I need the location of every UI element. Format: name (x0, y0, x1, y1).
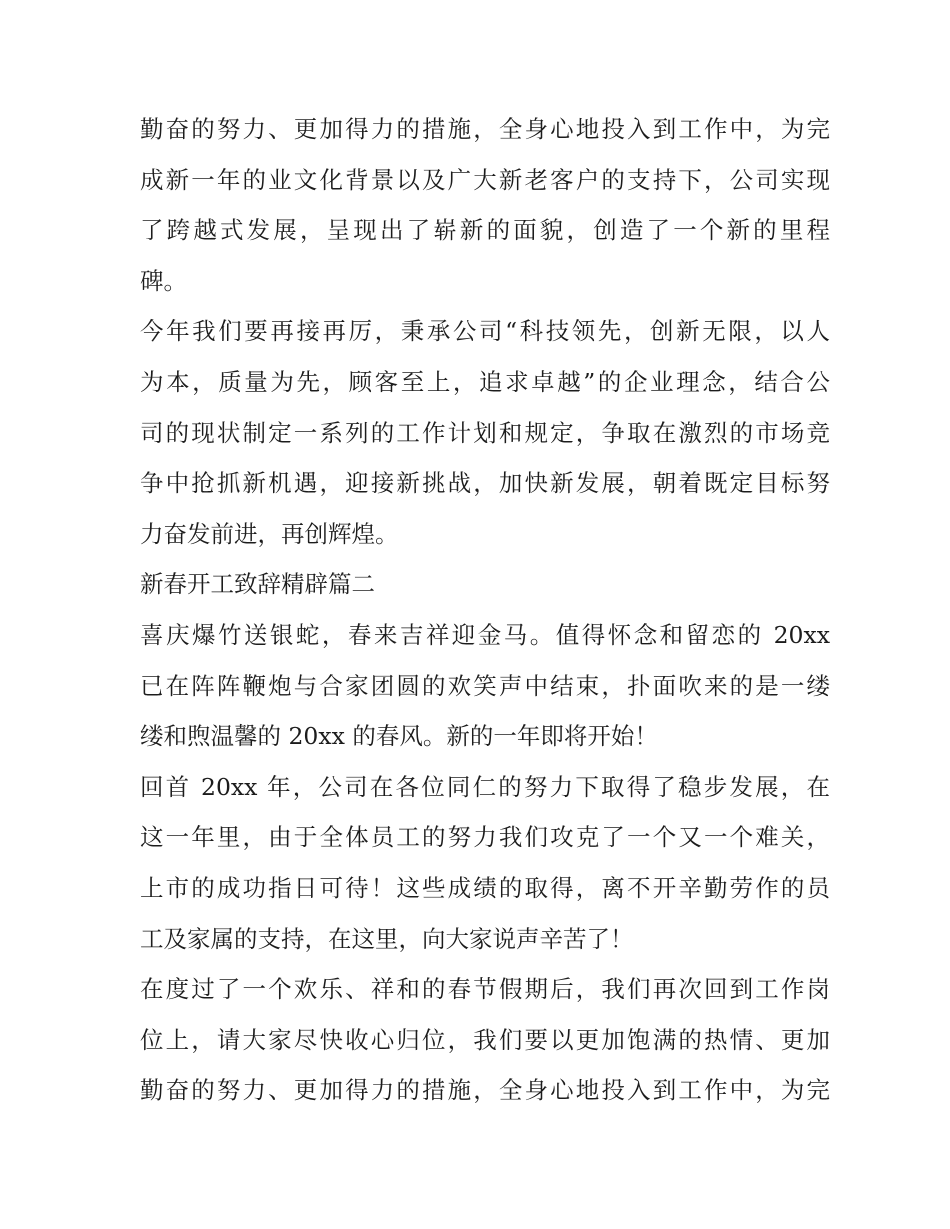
text-line: 这一年里，由于全体员工的努力我们攻克了一个又一个难关， (140, 823, 830, 852)
text-line: 勤奋的努力、更加得力的措施，全身心地投入到工作中，为完 (140, 115, 830, 143)
document-body (140, 104, 830, 1116)
text-line: 司的现状制定一系列的工作计划和规定，争取在激烈的市场竞 (140, 418, 830, 447)
text-line: 回首 20xx 年，公司在各位同仁的努力下取得了稳步发展，在 (140, 772, 830, 801)
text-line: 争中抢抓新机遇，迎接新挑战，加快新发展，朝着既定目标努 (140, 469, 830, 498)
text-line: 成新一年的业文化背景以及广大新老客户的支持下，公司实现 (140, 165, 830, 194)
text-line: 在度过了一个欢乐、祥和的春节假期后，我们再次回到工作岗 (140, 975, 830, 1004)
section-heading: 新春开工致辞精辟篇二 (140, 570, 375, 599)
text-line: 勤奋的努力、更加得力的措施，全身心地投入到工作中，为完 (140, 1076, 830, 1105)
text-line: 力奋发前进，再创辉煌。 (140, 519, 399, 548)
text-line: 工及家属的支持，在这里，向大家说声辛苦了！ (140, 924, 634, 953)
text-line: 缕和煦温馨的 20xx 的春风。新的一年即将开始！ (140, 722, 658, 751)
text-line: 今年我们要再接再厉，秉承公司“科技领先，创新无限，以人 (140, 317, 830, 346)
text-line: 位上，请大家尽快收心归位，我们要以更加饱满的热情、更加 (140, 1025, 830, 1054)
text-line: 喜庆爆竹送银蛇，春来吉祥迎金马。值得怀念和留恋的 20xx (140, 620, 830, 649)
text-line: 碑。 (140, 266, 187, 295)
text-line: 已在阵阵鞭炮与合家团圆的欢笑声中结束，扑面吹来的是一缕 (140, 671, 830, 700)
text-line: 为本，质量为先，顾客至上，追求卓越”的企业理念，结合公 (140, 367, 830, 396)
text-line: 上市的成功指日可待！这些成绩的取得，离不开辛勤劳作的员 (140, 873, 830, 902)
text-line: 了跨越式发展，呈现出了崭新的面貌，创造了一个新的里程 (140, 216, 830, 245)
